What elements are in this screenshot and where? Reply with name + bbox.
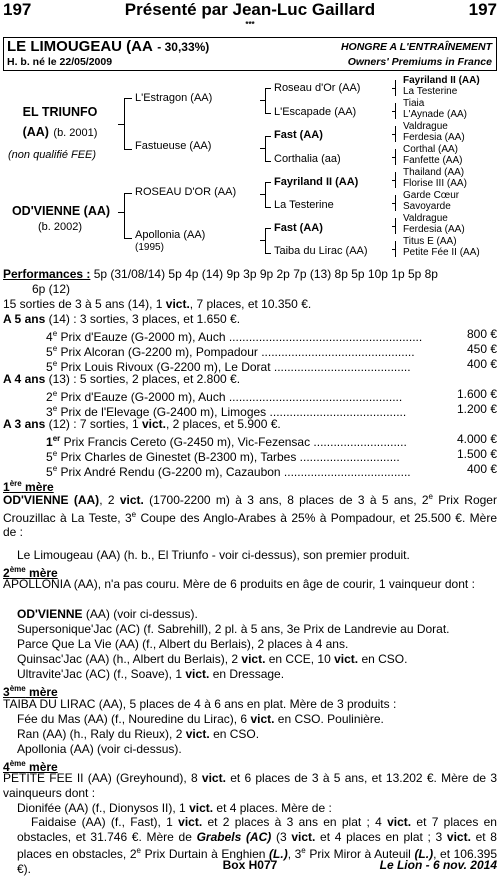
mere2-child: Supersonique'Jac (AC) (f. Sabrehill), 2 pl. à 5 ans, 3e Prix de Landrevie au Dorat. xyxy=(17,622,450,636)
race-row: 4e Prix d'Eauze (G-2000 m), Auch .......................................................... xyxy=(46,329,423,344)
dam-name: OD'VIENNE (AA) xyxy=(11,204,111,218)
sire-details: (AA) (b. 2001) xyxy=(22,125,98,139)
gen4-11: Garde Cœur xyxy=(403,190,460,201)
sire-name: EL TRIUNFO xyxy=(22,105,98,119)
mere2-child: Ultravite'Jac (AC) (f., Soave), 1 vict. en Dressage. xyxy=(17,667,285,681)
race-row: 2e Prix d'Eauze (G-2000 m), Auch .................................................... xyxy=(46,389,403,404)
gen4-3: Tiaia xyxy=(403,98,425,109)
horse-percent: - 30,33%) xyxy=(157,40,210,54)
race-amount: 450 € xyxy=(466,342,497,356)
mere3-paragraph: TAIBA DU LIRAC (AA), 5 places de 4 à 6 ans en plat. Mère de 3 produits : xyxy=(3,697,397,711)
mere2-child: OD'VIENNE (AA) (voir ci-dessus). xyxy=(17,607,198,621)
dam-year: (b. 2002) xyxy=(37,221,83,233)
section-heading-mere3: 3ème mère xyxy=(3,684,58,699)
gen4-2: La Testerine xyxy=(403,86,458,97)
mere1-paragraph: OD'VIENNE (AA), 2 vict. (1700-2200 m) à 3 ans, 8 places de 3 à 5 ans, 2e Prix Roger Crouzillac à La Teste, 3e Coupe des Anglo-Arabes à 25% à Pompadour, et 25.500 €. Mère de : xyxy=(3,492,497,540)
header-stars: *** xyxy=(245,20,255,29)
gen3-2: L'Escapade (AA) xyxy=(274,106,357,118)
gen4-4: L'Aynade (AA) xyxy=(403,109,467,120)
section-heading-mere4: 4ème mère xyxy=(3,759,58,774)
gen3-1: Roseau d'Or (AA) xyxy=(274,82,361,94)
mere2-child: Parce Que La Vie (AA) (f., Albert du Berlais), 2 places à 4 ans. xyxy=(17,637,349,651)
gen4-1: Fayriland II (AA) xyxy=(403,75,480,86)
gen4-7: Corthal (AA) xyxy=(403,144,459,155)
gen4-10: Florise III (AA) xyxy=(403,178,467,189)
horse-name: LE LIMOUGEAU (AA xyxy=(7,38,153,55)
gen4-16: Petite Fée II (AA) xyxy=(403,247,480,258)
lot-number-right: 197 xyxy=(468,0,497,19)
section-heading-mere2: 2ème mère xyxy=(3,565,58,580)
mere4-child: Dionifée (AA) (f., Dionysos II), 1 vict. et 4 places. Mère de : xyxy=(17,801,332,815)
gen3-4: Corthalia (aa) xyxy=(274,153,341,165)
performances-summary: 15 sorties de 3 à 5 ans (14), 1 vict., 7 places, et 10.350 €. xyxy=(3,297,312,311)
gen3-3: Fast (AA) xyxy=(274,129,323,141)
horse-name-line xyxy=(7,38,209,56)
mere3-child: Apollonia (AA) (voir ci-dessus). xyxy=(17,742,182,756)
grabels-name: Grabels (AC) xyxy=(196,829,272,844)
owners-premiums: Owners' Premiums in France xyxy=(347,56,492,68)
race-amount: 800 € xyxy=(466,327,497,341)
mere3-child: Ran (AA) (h., Raly du Rieux), 2 vict. en CSO. xyxy=(17,727,260,741)
section-heading-mere1: 1ère mère xyxy=(3,479,54,494)
race-amount: 4.000 € xyxy=(456,432,497,446)
gen4-12: Savoyarde xyxy=(403,201,451,212)
gen2-dam-sire: ROSEAU D'OR (AA) xyxy=(135,186,237,198)
mere2-paragraph: APOLLONIA (AA), n'a pas couru. Mère de 6 produits en âge de courir, 1 vainqueur dont : xyxy=(3,577,475,591)
gen2-dam-dam-year: (1995) xyxy=(135,242,164,253)
mere3-child: Fée du Mas (AA) (f., Nouredine du Lirac), 6 vict. en CSO. Poulinière. xyxy=(17,712,384,726)
race-amount: 1.200 € xyxy=(456,402,497,416)
race-row: 5e Prix André Rendu (G-2200 m), Cazaubon ...................................... xyxy=(46,464,411,479)
horse-birth: H. b. né le 22/05/2009 xyxy=(7,56,113,68)
age3-heading: A 3 ans (12) : 7 sorties, 1 vict., 2 places, et 5.900 €. xyxy=(3,417,281,431)
gen2-dam-dam: Apollonia (AA) xyxy=(135,229,206,241)
gen3-5: Fayriland II (AA) xyxy=(274,176,359,188)
race-row: 5e Prix Louis Rivoux (G-2200 m), Le Dorat ......................................... xyxy=(46,359,411,374)
gen4-9: Thailand (AA) xyxy=(403,167,465,178)
mere4-paragraph: PETITE FEE II (AA) (Greyhound), 8 vict. et 6 places de 3 à 5 ans, et 13.202 €. Mère de 3 vainqueurs dont : xyxy=(3,771,497,800)
race-row: 3e Prix de l'Elevage (G-2400 m), Limoges ......................................... xyxy=(46,404,407,419)
horse-status: HONGRE A L'ENTRAÎNEMENT xyxy=(340,41,492,53)
footer-event: Le Lion - 6 nov. 2014 xyxy=(379,858,497,872)
performances-line2: 6p (12) xyxy=(32,282,71,296)
gen4-14: Ferdesia (AA) xyxy=(403,224,465,235)
gen2-sire-dam: Fastueuse (AA) xyxy=(135,140,212,152)
race-amount: 400 € xyxy=(466,357,497,371)
race-row: 5e Prix Alcoran (G-2200 m), Pompadour .............................................. xyxy=(46,344,415,359)
race-amount: 400 € xyxy=(466,462,497,476)
page-title: Présenté par Jean-Luc Gaillard xyxy=(124,0,376,19)
footer-box: Box H077 xyxy=(222,858,278,872)
age5-heading: A 5 ans (14) : 3 sorties, 3 places, et 1.650 €. xyxy=(3,312,241,326)
performances-line1: Performances : 5p (31/08/14) 5p 4p (14) 9p 3p 9p 2p 7p (13) 8p 5p 10p 1p 5p 8p xyxy=(3,267,438,281)
gen3-8: Taiba du Lirac (AA) xyxy=(274,245,368,257)
age4-heading: A 4 ans (13) : 5 sorties, 2 places, et 2.800 €. xyxy=(3,372,241,386)
gen3-6: La Testerine xyxy=(274,199,334,211)
gen4-13: Valdrague xyxy=(403,213,448,224)
mere2-child: Quinsac'Jac (AA) (h., Albert du Berlais), 2 vict. en CCE, 10 vict. en CSO. xyxy=(17,652,408,666)
sire-note: (non qualifié FEE) xyxy=(8,149,97,161)
gen4-15: Titus E (AA) xyxy=(403,236,457,247)
gen4-8: Fanfette (AA) xyxy=(403,155,463,166)
lot-number-left: 197 xyxy=(3,0,32,19)
gen2-sire-sire: L'Estragon (AA) xyxy=(135,92,213,104)
mere1-product: Le Limougeau (AA) (h. b., El Triunfo - voir ci-dessus), son premier produit. xyxy=(17,548,410,562)
gen4-5: Valdrague xyxy=(403,121,448,132)
race-row: 5e Prix Charles de Ginestet (B-2300 m), Tarbes .............................. xyxy=(46,449,400,464)
race-amount: 1.600 € xyxy=(456,387,497,401)
gen4-6: Ferdesia (AA) xyxy=(403,132,465,143)
race-amount: 1.500 € xyxy=(456,447,497,461)
race-row: 1er Prix Francis Cereto (G-2450 m), Vic-Fezensac ............................ xyxy=(46,434,407,449)
gen3-7: Fast (AA) xyxy=(274,222,323,234)
mere4-grandchild: Faidaise (AA) (f., Fast), 1 vict. et 2 places à 3 ans en plat ; 4 vict. et 7 places en obstacles, et 31.746 €. Mère de Grabels (AC) (3 vict. et 4 places en plat ; 3 vict. et 8 places en obstacles, 2e Prix Durtain à Enghien (L.), 3e Prix Miror à Auteuil (L.), et 106.395 €). xyxy=(17,815,498,876)
performances-label: Performances : xyxy=(3,267,91,281)
